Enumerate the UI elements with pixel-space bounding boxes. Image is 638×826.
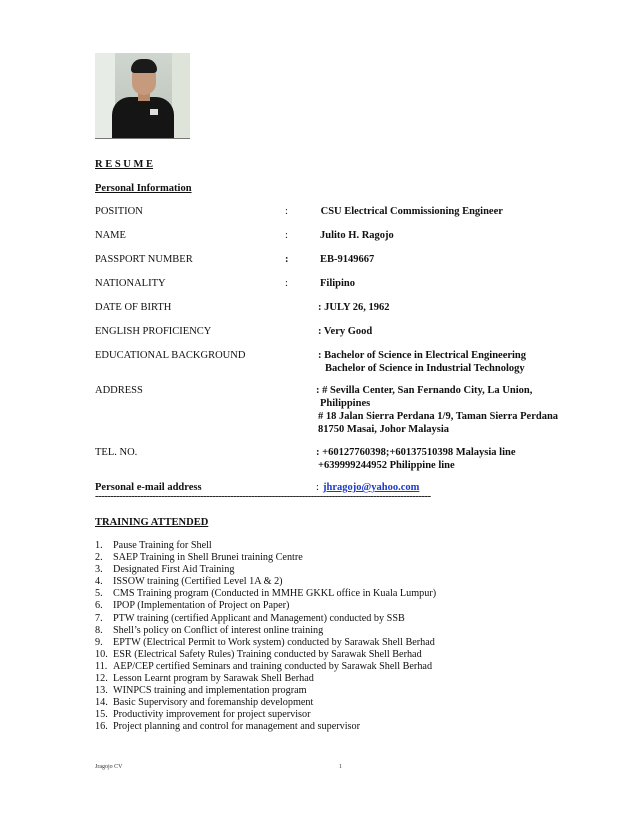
name-value: Julito H. Ragojo (320, 230, 394, 241)
footer-doc-name: Jragojo CV (95, 764, 123, 770)
profile-photo (95, 53, 190, 139)
education-value-1: : Bachelor of Science in Electrical Engineering (318, 350, 527, 361)
list-item: 5. CMS Training program (Conducted in MMHE GKKL office in Kuala Lumpur) (95, 588, 437, 600)
name-label: NAME (95, 230, 126, 241)
resume-title: R E S U M E (95, 159, 154, 170)
list-item: 1. Pause Training for Shell (95, 540, 212, 551)
email-link[interactable]: jhragojo@yahoo.com (323, 482, 420, 493)
list-item: 10. ESR (Electrical Safety Rules) Training conducted by Sarawak Shell Berhad (95, 648, 422, 660)
passport-value: EB-9149667 (320, 254, 375, 265)
list-item: 16. Project planning and control for management and supervisor (95, 721, 360, 733)
nationality-sep: : (285, 278, 288, 289)
list-item: 6. IPOP (Implementation of Project on Paper) (95, 600, 290, 612)
english-label: ENGLISH PROFICIENCY (95, 326, 212, 337)
nationality-value: Filipino (320, 278, 356, 289)
training-list (95, 540, 436, 734)
list-item: 13. WINPCS training and implementation program (95, 685, 307, 697)
list-item: 14. Basic Supervisory and foremanship development (95, 697, 314, 709)
list-item: 2. SAEP Training in Shell Brunei training Centre (95, 552, 303, 564)
passport-label: PASSPORT NUMBER (95, 254, 193, 265)
list-item: 9. EPTW (Electrical Permit to Work system) conducted by Sarawak Shell Berhad (95, 636, 435, 648)
address-label: ADDRESS (95, 385, 143, 396)
list-item: 4. ISSOW training (Certified Level 1A & 2) (95, 576, 283, 588)
education-label: EDUCATIONAL BACKGROUND (95, 350, 246, 361)
address-line-2: Philippines (320, 398, 371, 409)
address-line-4: 81750 Masai, Johor Malaysia (318, 424, 450, 435)
dob-value: : JULY 26, 1962 (318, 302, 390, 313)
address-line-3: # 18 Jalan Sierra Perdana 1/9, Taman Sierra Perdana (318, 411, 559, 422)
nationality-label: NATIONALITY (95, 278, 166, 289)
dob-label: DATE OF BIRTH (95, 302, 172, 313)
position-label: POSITION (95, 206, 143, 217)
english-value: : Very Good (318, 326, 373, 337)
footer-page-number: 1 (339, 764, 342, 770)
tel-value-2: +639999244952 Philippine line (318, 460, 455, 471)
list-item: 12. Lesson Learnt program by Sarawak Shell Berhad (95, 673, 314, 685)
position-sep: : (285, 206, 288, 217)
list-item: 15. Productivity improvement for project supervisor (95, 709, 311, 721)
personal-info-heading: Personal Information (95, 183, 192, 194)
email-label: Personal e-mail address (95, 482, 202, 493)
list-item: 7. PTW training (certified Applicant and Management) conducted by SSB (95, 612, 405, 624)
passport-sep: : (285, 254, 289, 265)
list-item: 3. Designated First Aid Training (95, 564, 235, 576)
list-item: 11. AEP/CEP certified Seminars and training conducted by Sarawak Shell Berhad (95, 660, 433, 672)
position-value: CSU Electrical Commissioning Engineer (318, 206, 503, 217)
training-heading: TRAINING ATTENDED (95, 517, 209, 528)
address-line-1: : # Sevilla Center, San Fernando City, La Union, (316, 385, 533, 396)
email-sep: : (316, 482, 322, 493)
tel-value-1: : +60127760398;+60137510398 Malaysia line (316, 447, 516, 458)
divider-line: ---------------------------------------------------------------------------------------------------------------- (95, 491, 431, 502)
tel-label: TEL. NO. (95, 447, 138, 458)
education-value-2: Bachelor of Science in Industrial Technology (325, 363, 525, 374)
name-sep: : (285, 230, 288, 241)
list-item: 8. Shell’s policy on Conflict of interest online training (95, 624, 324, 636)
